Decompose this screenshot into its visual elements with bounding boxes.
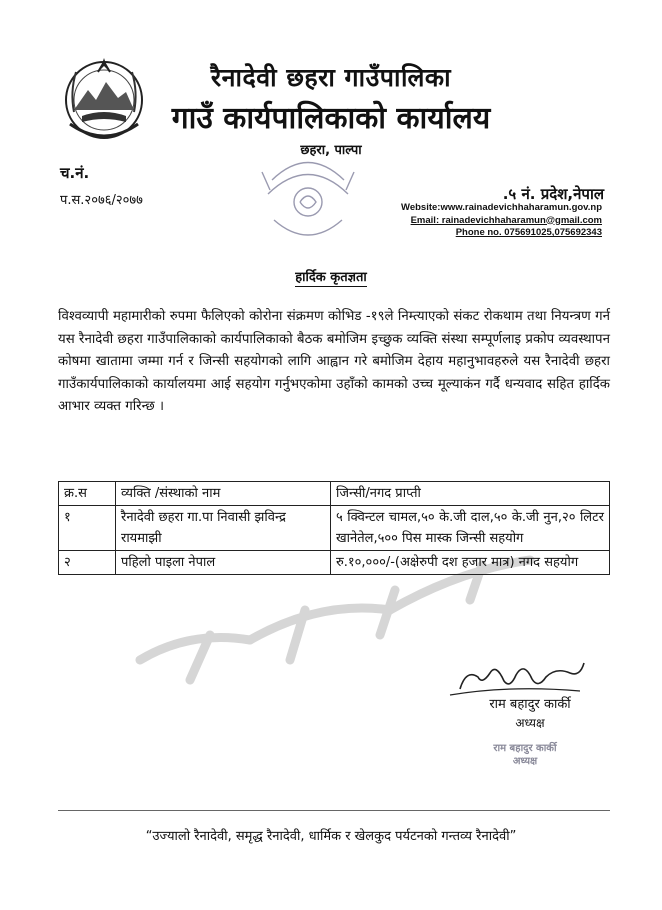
- row-name: रैनादेवी छहरा गा.पा निवासी झविन्द्र रायमाझी: [116, 506, 331, 551]
- header-sn: क्र.स: [59, 482, 116, 506]
- office-location: छहरा, पाल्पा: [300, 143, 362, 158]
- footer-motto: “उज्यालो रैनादेवी, समृद्ध रैनादेवी, धार्मिक र खेलकुद पर्यटनको गन्तव्य रैनादेवी”: [145, 829, 517, 844]
- header-received: जिन्सी/नगद प्राप्ती: [331, 482, 610, 506]
- table-row: [59, 506, 610, 551]
- donor-table: [58, 481, 610, 575]
- letter-heading: [0, 267, 662, 285]
- stamp-title: अध्यक्ष: [512, 756, 538, 767]
- signatory-title: अध्यक्ष: [515, 716, 545, 730]
- chalani-number-label: च.नं.: [60, 164, 90, 182]
- row-received: रु.१०,०००/-(अक्षेरुपी दश हजार मात्र) नगद सहयोग: [331, 551, 610, 575]
- row-sn: २: [59, 551, 116, 575]
- table-row: [59, 551, 610, 575]
- table-header-row: [59, 482, 610, 506]
- row-name: पहिलो पाइला नेपाल: [116, 551, 331, 575]
- footer-divider: [58, 810, 610, 811]
- letter-number: प.स.२०७६/२०७७: [60, 193, 143, 208]
- office-seal-stamp: [252, 150, 364, 250]
- heading-text: हार्दिक कृतज्ञता: [295, 270, 367, 285]
- org-name-line1: रैनादेवी छहरा गाउँपालिका: [210, 63, 452, 92]
- signatory-stamp: [470, 742, 580, 768]
- row-sn: १: [59, 506, 116, 551]
- contact-block: [401, 202, 602, 240]
- email-text: Email: rainadevichhaharamun@gmail.com: [410, 214, 602, 226]
- signatory-name: राम बहादुर कार्की: [489, 697, 571, 712]
- phone-text: Phone no. 075691025,075692343: [455, 227, 602, 238]
- website-text: Website:www.rainadevichhaharamun.gov.np: [401, 202, 602, 213]
- province-text: .५ नं. प्रदेश,नेपाल: [502, 185, 604, 203]
- letter-body: विश्वव्यापी महामारीको रुपमा फैलिएको कोरोना संक्रमण कोभिड -१९ले निम्त्याएको संकट रोकथाम तथा नियन्त्रण गर्न यस रैनादेवी छहरा गाउँपालिकाको कार्यपालिकाको बैठक बमोजिम इच्छुक व्यक्ति संस्था सम्पूर्णलाइ प्रकोप व्यवस्थापन कोषमा खातामा जम्मा गर्न र जिन्सी सहयोगको लागि आह्वान गरे बमोजिम देहाय महानुभावहरुले यस रैनादेवी छहरा गाउँकार्यपालिकाको कार्यालयमा आई सहयोग गर्नुभएकोमा उहाँको कामको उच्च मूल्याकंन गर्दै धन्यवाद सहित हार्दिक आभार व्यक्त गरिन्छ ।: [58, 309, 610, 415]
- org-name-line2: गाउँ कार्यपालिकाको कार्यालय: [171, 101, 491, 136]
- header-name: व्यक्ति /संस्थाको नाम: [116, 482, 331, 506]
- row-received: ५ क्विन्टल चामल,५० के.जी दाल,५० के.जी नुन,२० लिटर खानेतेल,५०० पिस मास्क जिन्सी सहयोग: [331, 506, 610, 551]
- stamp-name: राम बहादुर कार्की: [493, 743, 557, 754]
